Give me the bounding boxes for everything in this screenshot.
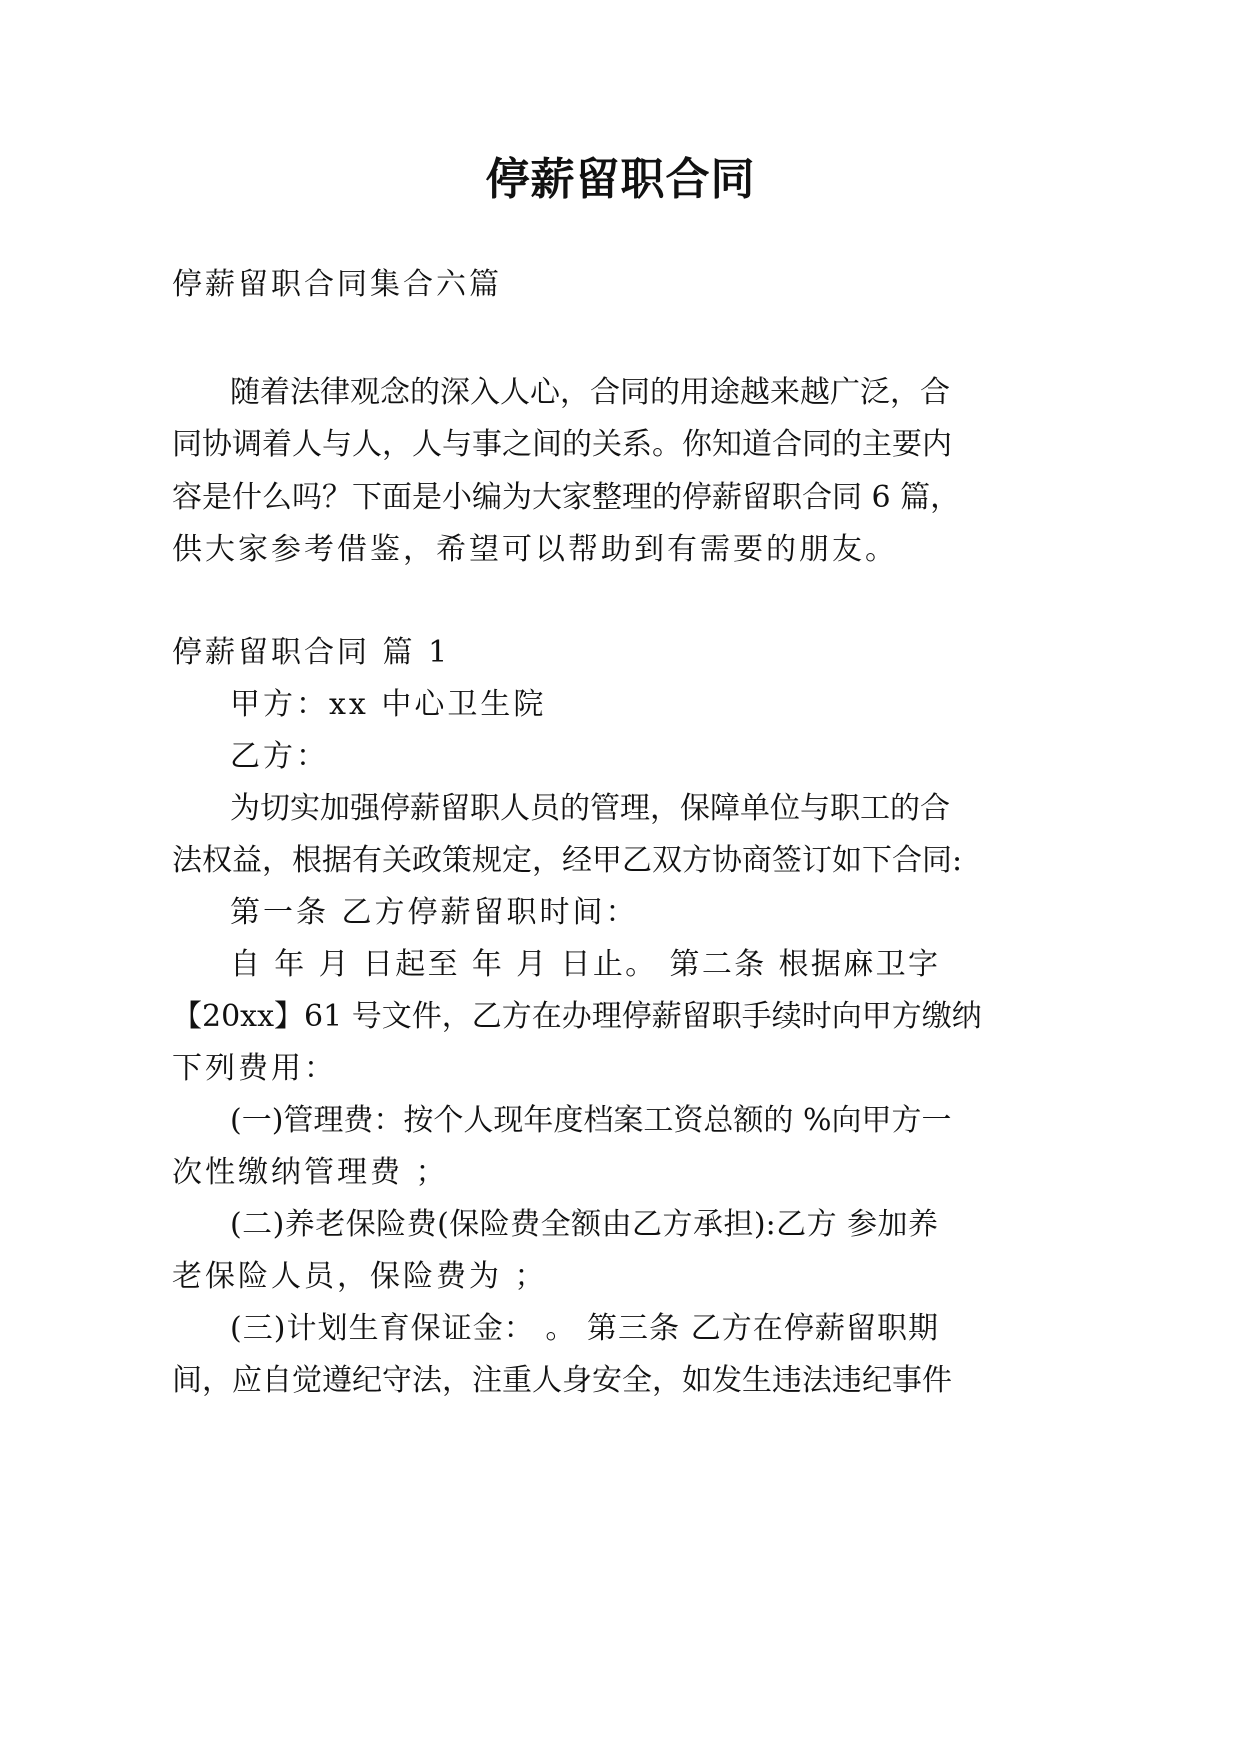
- fee-item-line: 老保险人员，保险费为 ；: [172, 1259, 548, 1294]
- contract-line: 法权益，根据有关政策规定，经甲乙双方协商签订如下合同:: [172, 843, 963, 878]
- fee-item-line: 次性缴纳管理费 ；: [172, 1155, 449, 1190]
- contract-line: 【20xx】61 号文件，乙方在办理停薪留职手续时向甲方缴纳: [172, 999, 982, 1034]
- contract-line: 下列费用：: [172, 1051, 337, 1086]
- fee-item-line: (一)管理费：按个人现年度档案工资总额的 %向甲方一: [230, 1103, 952, 1138]
- intro-line: 同协调着人与人，人与事之间的关系。你知道合同的主要内: [172, 427, 952, 462]
- section-heading: 停薪留职合同 篇 1: [172, 635, 451, 670]
- contract-line: 为切实加强停薪留职人员的管理，保障单位与职工的合: [230, 791, 950, 826]
- article-line: 第一条 乙方停薪留职时间：: [230, 895, 639, 930]
- party-a-line: 甲方：xx 中心卫生院: [230, 687, 547, 722]
- document-title: 停薪留职合同: [485, 154, 756, 205]
- fee-item-line: (二)养老保险费(保险费全额由乙方承担):乙方 参加养: [230, 1207, 938, 1242]
- intro-line: 随着法律观念的深入人心，合同的用途越来越广泛，合: [230, 375, 950, 410]
- intro-line: 供大家参考借鉴，希望可以帮助到有需要的朋友。: [172, 532, 898, 567]
- party-b-line: 乙方：: [230, 739, 329, 774]
- contract-line: 间，应自觉遵纪守法，注重人身安全，如发生违法违纪事件: [172, 1363, 952, 1398]
- intro-line: 容是什么吗？下面是小编为大家整理的停薪留职合同 6 篇，: [172, 480, 961, 515]
- fee-item-line: (三)计划生育保证金： 。 第三条 乙方在停薪留职期: [230, 1311, 938, 1346]
- contract-line: 自 年 月 日起至 年 月 日止。 第二条 根据麻卫字: [230, 947, 938, 982]
- document-subtitle: 停薪留职合同集合六篇: [172, 267, 502, 302]
